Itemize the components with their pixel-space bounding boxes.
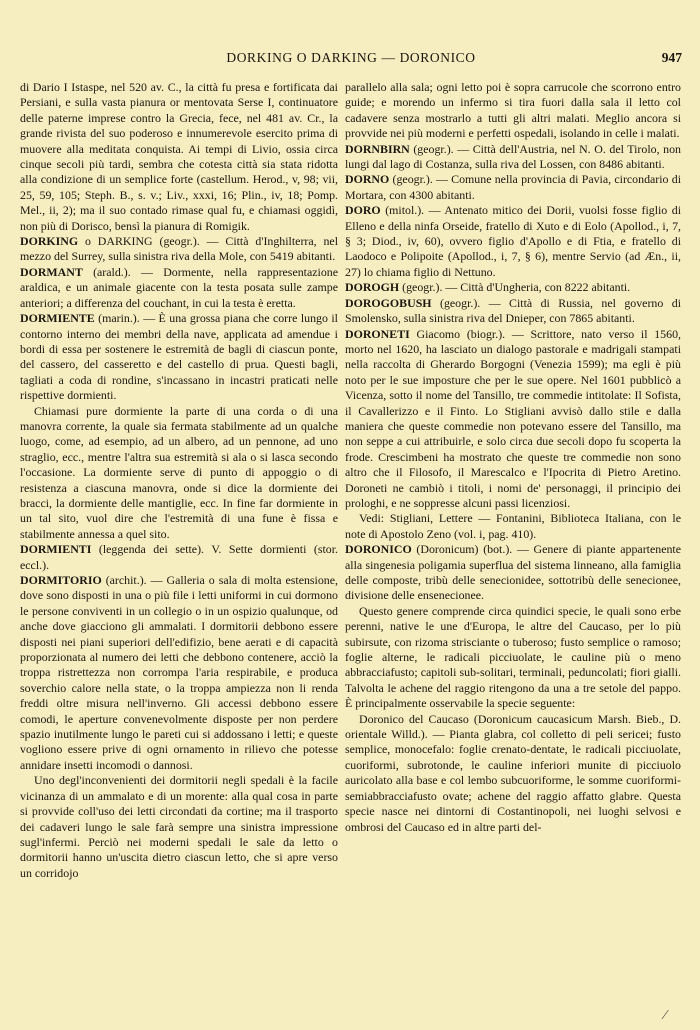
headword: DORMIENTE bbox=[20, 311, 95, 326]
headword: DORONETI bbox=[345, 326, 410, 341]
entry-doronico-caucaso: Doronico del Caucaso (Doronicum caucasicum Marsh. Bieb., D. orientale Willd.). — Pianta glabra, col colletto di peli sericei; fusto semplice, monocefalo: foglie crenato-dentate, le radicali picciuolate, cuoriformi, subrotonde, le cauline inferiori munite di picciuolo auricolato alla base e col lembo subcuoriforme, le somme cuoriformi-semiabbracciafusto ovate; achene del raggio affatto glabre. Questa specie nasce nei dintorni di Costantinopoli, nei luoghi selvosi e ombrosi del Caucaso ed in altre parti del- bbox=[345, 711, 681, 834]
page-number: 947 bbox=[661, 50, 682, 65]
entry-dorno: DORNO (geogr.). — Comune nella provincia di Pavia, circondario di Mortara, con 4300 abitanti. bbox=[345, 172, 681, 202]
paragraph: Uno degl'inconvenienti dei dormitorii negli spedali è la facile vicinanza di un ammalato e di un morente: alla qual cosa in parte si provvide coll'uso dei letti circondati da cortine; ma il trasporto dei cadaveri lungo le sale farà sempre una sinistra impressione sugl'infermi. Perciò nei moderni spedali le sale da letto o dormitorii hanno un'uscita dietro ciascun letto, che si apre verso un corridojo bbox=[20, 773, 338, 880]
left-column bbox=[20, 80, 338, 881]
running-header bbox=[18, 50, 684, 72]
entry-dornbirn: DORNBIRN (geogr.). — Città dell'Austria, nel N. O. del Tirolo, non lungi dal lago di Costanza, sulla riva del Lossen, con 8486 abitanti. bbox=[345, 141, 681, 172]
entry-doro: DORO (mitol.). — Antenato mitico dei Dorii, vuolsi fosse figlio di Elleno e della ninfa Orseide, fratello di Xuto e di Eolo (Apollod., i, 7, § 3; Diod., iv, 60), ovvero figlio d'Apollo e di Ftia, e fratello di Laodoco e Polipoite (Apollod., i, 7, § 6), mentre Servio (ad Æn., ii, 27) lo chiama figlio di Nettuno. bbox=[345, 203, 681, 279]
entry-dormienti: DORMIENTI (leggenda dei sette). V. Sette dormienti (stor. eccl.). bbox=[20, 542, 338, 572]
headword: DORONICO bbox=[345, 542, 412, 557]
headword: DORMIENTI bbox=[20, 542, 92, 557]
header-title: DORKING O DARKING — DORONICO bbox=[226, 50, 476, 65]
entry-doroneti: DORONETI Giacomo (biogr.). — Scrittore, nato verso il 1560, morto nel 1620, ha lasciato un dialogo pastorale e madrigali stampati nella raccolta di Gherardo Borgogni (Venezia 1599); ma egli è più noto per le sue imposture che per le sue opere. Nel 1601 pubblicò a Vicenza, sotto il nome del Tansillo, tre commedie intitolate: Il Sofista, il Cavallerizzo e il Finto. Lo Stigliani avvisò dallo stile e dalla maniera che queste commedie non potevano essere del Tansillo, ma non seppe a cui attribuirle, e solo circa due secoli dopo fu scoperta la frode. Crescimbeni ha mostrato che queste tre commedie non sono altro che il Filosofo, il Marescalco e l'Ipocrita di Pietro Aretino. Doroneti ne cambiò i titoli, i nomi de' personaggi, il principio dei prologhi, e ne soppresse alcuni passi licenziosi. bbox=[345, 326, 681, 510]
paragraph: Chiamasi pure dormiente la parte di una corda o di una manovra corrente, la quale sia fermata stabilmente ad un qualche luogo, come, ad esempio, ad un albero, ad un pennone, ad uno straglio, ecc., mentre l'altra sua estremità si ala o si lasca secondo l'occasione. La dormiente serve di punto di appoggio o di resistenza a ciascuna manovra, onde si dice la dormiente dei bracci, la dormiente delle mantiglie, ecc. In fine far dormiente in un tal sito, vuol dire che l'estremità di una fune è fissa e stabilmente annessa a quel sito. bbox=[20, 403, 338, 541]
entry-dormitorio: DORMITORIO (archit.). — Galleria o sala di molta estensione, dove sono disposti in una o più file i letti uniformi in cui dormono le persone conviventi in un collegio o in un ospizio qualunque, od anche dove giacciono gli ammalati. I dormitorii debbono essere disposti nei piani superiori dell'edifizio, bene aerati e di capacità proporzionata al numero dei letti che debbono contenere, acciò la troppa ristrettezza non corrompa l'aria respirabile, e produca soverchio calore nella state, o la troppa ampiezza non li renda freddi oltre misura nell'inverno. Gli accessi debbono essere comodi, le aperture convenevolmente disposte per non perdere spazio inutilmente lungo le pareti cui si addossano i letti; e queste vogliono essere prive di ogni ornamento in rilievo che potesse annidare insetti incomodi o dannosi. bbox=[20, 573, 338, 772]
entry-dormiente: DORMIENTE (marin.). — È una grossa piana che corre lungo il contorno interno dei membri della nave, applicata ad amendue i bordi di essa per sostenere le estremità de bagli di ciascun ponte, del cassero, del casseretto e del castello di prua. Questi bagli, tagliati a coda di rondine, s'incassano in incastri praticati nelle rispettive dormienti. bbox=[20, 311, 338, 403]
entry-dorogobush: DOROGOBUSH (geogr.). — Città di Russia, nel governo di Smolensko, sulla sinistra riva del Dnieper, con 7865 abitanti. bbox=[345, 295, 681, 326]
headword: DORO bbox=[345, 203, 381, 218]
headword: DORNO bbox=[345, 172, 390, 187]
entry-dorking: DORKING o DARKING (geogr.). — Città d'Inghilterra, nel mezzo del Surrey, sulla sinistra riva della Mole, con 5419 abitanti. bbox=[20, 234, 338, 264]
headword: DOROGH bbox=[345, 280, 400, 295]
headword: DOROGOBUSH bbox=[345, 295, 432, 310]
pen-mark-icon: ⁄ bbox=[664, 1008, 667, 1023]
paragraph: di Dario I Istaspe, nel 520 av. C., la città fu presa e fortificata dai Persiani, e sulla vasta pianura or mentovata Serse I, continuatore delle paterne imprese contro la Grecia, fece, nel 481 av. Cr., la grande rivista del suo poderoso e innumerevole esercito prima di muovere alla meditata conquista. Ai tempi di Livio, ossia circa cinque secoli più tardi, sembra che cotesta città sia stata ridotta alla condizione di un semplice forte (castellum. Herod., v, 98; vii, 25, 59, 105; Steph. B., s. v.; Liv., xxxi, 16; Plin., iv, 18; Pomp. Mel., ii, 2); ma il suo contado rimase qual fu, e chiamasi oggidì, non più di Dorisco, bensì la pianura di Romigik. bbox=[20, 80, 338, 233]
headword: DORKING bbox=[20, 234, 79, 249]
paragraph: Questo genere comprende circa quindici specie, le quali sono erbe perenni, native le une d'Europa, le altre del Caucaso, per lo più subirsute, con rizoma strisciante o tuberoso; fusto semplice o ramoso; foglie alterne, le radicali picciuolate, le cauline più o meno abbracciafusto; capitoli sub-solitari, terminali, peduncolati; fiori gialli. Talvolta le achene del raggio ritengono da una a tre setole del pappo. È principalmente osservabile la specie seguente: bbox=[345, 603, 681, 711]
headword: DORMITORIO bbox=[20, 573, 102, 587]
headword: DORMANT bbox=[20, 264, 83, 279]
entry-dorogh: DOROGH (geogr.). — Città d'Ungheria, con 8222 abitanti. bbox=[345, 280, 631, 295]
entry-dormant: DORMANT (arald.). — Dormente, nella rappresentazione araldica, e un animale giacente con la testa posata sulle zampe anteriori; a differenza del couchant, in cui la testa è eretta. bbox=[20, 264, 338, 310]
paragraph: Vedi: Stigliani, Lettere — Fontanini, Biblioteca Italiana, con le note di Apostolo Zeno (vol. i, pag. 410). bbox=[345, 511, 681, 541]
entry-doronico: DORONICO (Doronicum) (bot.). — Genere di piante appartenente alla singenesia poligamia superflua del sistema linneano, alla famiglia delle composte, tribù delle senecionidee, sottotribù delle senecionee, divisione delle ensenecionee. bbox=[345, 542, 681, 603]
right-column bbox=[345, 80, 681, 835]
headword: DORNBIRN bbox=[345, 141, 410, 156]
paragraph: parallelo alla sala; ogni letto poi è sopra carrucole che scorrono entro guide; e morendo un infermo si tira fuori dalla sala il letto col cadavere senza mostrarlo a tutti gli altri malati. Meglio ancora si provvide nei più moderni e perfetti ospedali, isolando in celle i malati. bbox=[345, 80, 681, 141]
